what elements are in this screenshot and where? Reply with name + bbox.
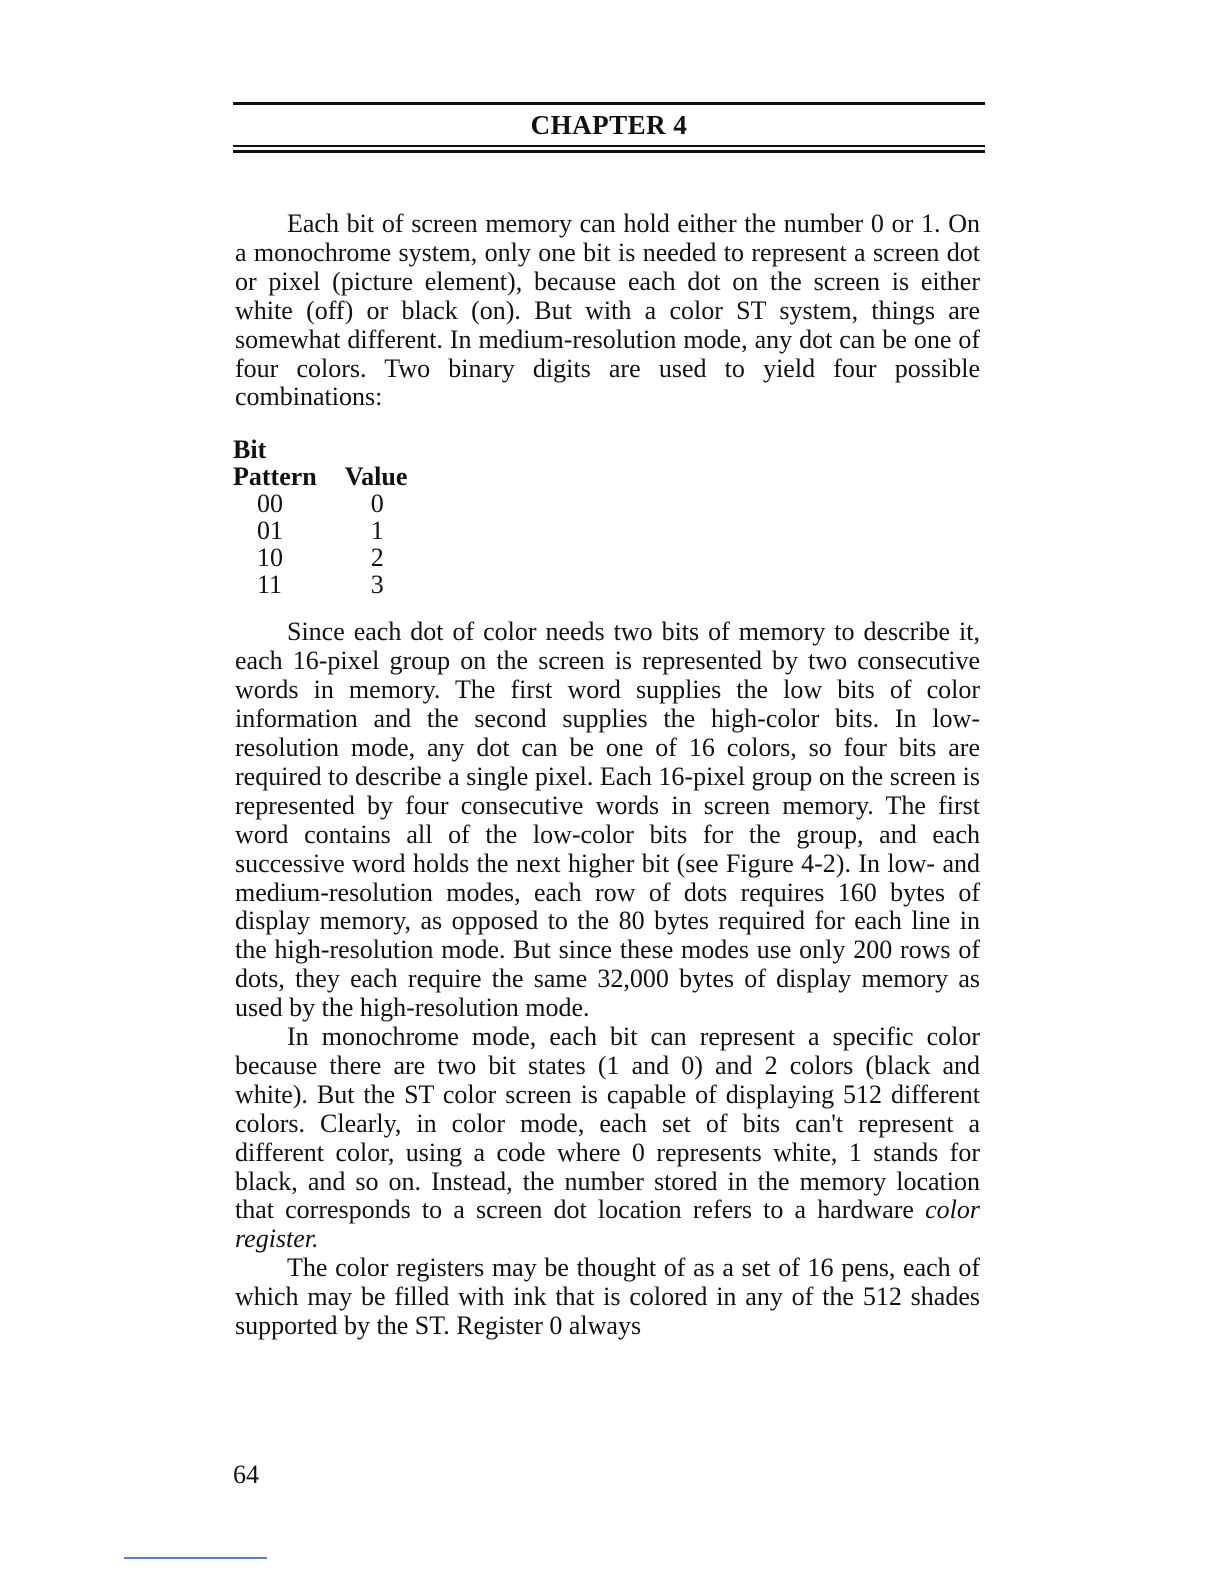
color-register-term: color register. [235, 1195, 980, 1254]
table-row [233, 571, 435, 598]
header-rule-bottom-second [233, 150, 985, 153]
table-row [233, 544, 435, 571]
bit-pattern-cell: 11 [257, 570, 283, 600]
bit-value-cell: 3 [370, 570, 384, 600]
page-body [235, 210, 980, 1341]
paragraph-monochrome-text: In monochrome mode, each bit can represent a specific color because there are two bit states (1 and 0) and 2 colors (black and white). But the ST color screen is capable of displaying 512 different colors. Clearly, in color mode, each set of bits can't represent a different color, using a code where 0 represents white, 1 stands for black, and so on. Instead, the number stored in the memory location that corresponds to a screen dot location refers to a hardware [235, 1022, 980, 1225]
footer-rule [124, 1557, 267, 1559]
bit-value-cell: 1 [370, 516, 384, 546]
paragraph-screen-memory-bits: Each bit of screen memory can hold either the number 0 or 1. On a monochrome system, only one bit is needed to represent a screen dot or pixel (picture element), because each dot on the screen is either white (off) or black (on). But with a color ST system, things are somewhat different. In medium-resolution mode, any dot can be one of four colors. Two binary digits are used to yield four possible combinations: [235, 209, 980, 412]
header-rule-top [233, 102, 985, 105]
paragraph-color-registers: The color registers may be thought of as a set of 16 pens, each of which may be filled with ink that is colored in any of the 512 shades supported by the ST. Register 0 always [235, 1253, 980, 1341]
header-rule-bottom [233, 145, 985, 147]
table-header-row-1 [233, 436, 435, 463]
bit-pattern-cell: 10 [257, 543, 283, 573]
pattern-header: Pattern [233, 462, 317, 492]
value-header: Value [344, 462, 408, 492]
table-header-row-2 [233, 463, 435, 490]
bit-pattern-cell: 01 [257, 516, 283, 546]
chapter-title: CHAPTER 4 [530, 110, 688, 140]
table-row [233, 490, 435, 517]
table-row [233, 517, 435, 544]
paragraph-monochrome-mode [235, 1023, 980, 1254]
paragraph-color-bits: Since each dot of color needs two bits of memory to describe it, each 16-pixel group on the screen is represented by two consecutive words in memory. The first word supplies the low bits of color information and the second supplies the high-color bits. In low-resolution mode, any dot can be one of 16 colors, so four bits are required to describe a single pixel. Each 16-pixel group on the screen is represented by four consecutive words in screen memory. The first word contains all of the low-color bits for the group, and each successive word holds the next higher bit (see Figure 4-2). In low- and medium-resolution modes, each row of dots requires 160 bytes of display memory, as opposed to the 80 bytes required for each line in the high-resolution mode. But since these modes use only 200 rows of dots, they each require the same 32,000 bytes of display memory as used by the high-resolution mode. [235, 617, 980, 1023]
chapter-header [233, 102, 985, 153]
bit-value-cell: 0 [370, 489, 384, 519]
bit-header: Bit [233, 435, 267, 465]
bit-value-cell: 2 [370, 543, 384, 573]
bit-pattern-table [233, 436, 435, 598]
bit-pattern-cell: 00 [257, 489, 283, 519]
page-number: 64 [233, 1460, 259, 1489]
